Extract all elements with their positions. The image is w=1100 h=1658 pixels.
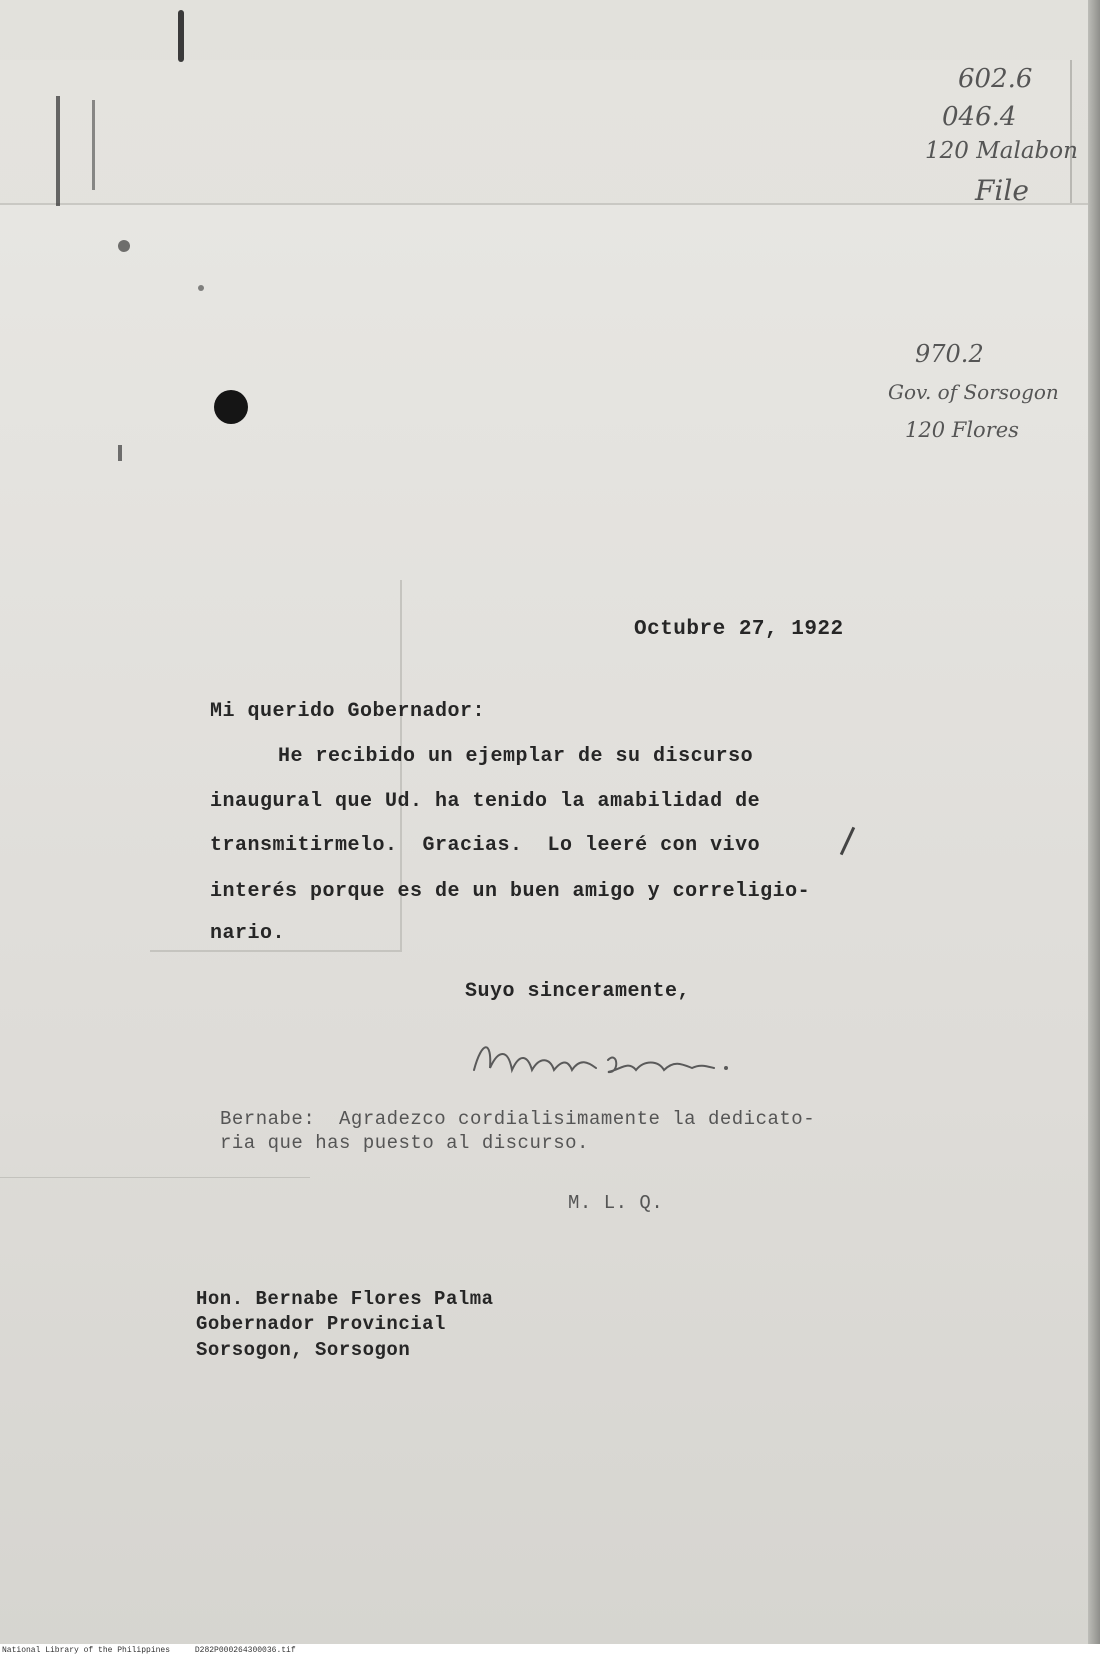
page-edge-shadow <box>1088 0 1100 1652</box>
letter-date: Octubre 27, 1922 <box>634 618 844 641</box>
body-line: interés porque es de un buen amigo y correligio- <box>210 880 811 903</box>
body-line: He recibido un ejemplar de su discurso <box>278 745 754 768</box>
punch-mark <box>92 100 95 190</box>
punch-mark <box>118 445 122 461</box>
file-note-line: 970.2 <box>915 340 984 368</box>
address-line: Sorsogon, Sorsogon <box>196 1339 411 1361</box>
postscript-line: ria que has puesto al discurso. <box>220 1132 589 1154</box>
salutation: Mi querido Gobernador: <box>210 700 486 723</box>
ink-blot <box>214 390 248 424</box>
address-line: Gobernador Provincial <box>196 1313 446 1335</box>
file-note-line: File <box>975 174 1029 207</box>
paper-crease <box>0 1177 310 1178</box>
file-name-label: D282P000264300036.tif <box>194 1646 296 1655</box>
punch-mark <box>56 96 60 206</box>
scan-footer <box>0 1644 1100 1658</box>
body-line: inaugural que Ud. ha tenido la amabilidad de <box>210 790 761 813</box>
file-note-line: 120 Malabon <box>925 138 1078 164</box>
ink-spot <box>118 240 130 252</box>
file-note-line: 046.4 <box>942 102 1017 132</box>
initials: M. L. Q. <box>568 1192 664 1214</box>
punch-mark <box>178 10 184 62</box>
file-note-line: 602.6 <box>958 64 1033 94</box>
file-note-line: Gov. of Sorsogon <box>888 380 1059 404</box>
signature <box>468 1030 738 1090</box>
closing: Suyo sinceramente, <box>465 980 691 1003</box>
ink-spot <box>198 285 204 291</box>
file-note-line: 120 Flores <box>905 418 1019 442</box>
postscript-line: Bernabe: Agradezco cordialisimamente la dedicato- <box>220 1108 816 1130</box>
body-line: nario. <box>210 922 286 945</box>
archive-label: National Library of the Philippines <box>2 1646 171 1655</box>
body-line: transmitirmelo. Gracias. Lo leeré con vivo <box>210 834 761 857</box>
address-line: Hon. Bernabe Flores Palma <box>196 1288 494 1310</box>
